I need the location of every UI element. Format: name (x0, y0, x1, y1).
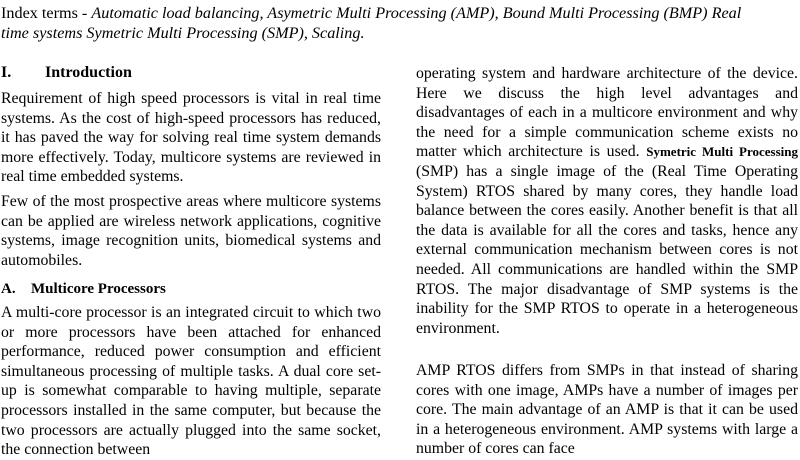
index-terms-text: Automatic load balancing, Asymetric Multi Processing (AMP), Bound Multi Processing (BMP) Real (91, 4, 742, 22)
right-paragraph-1-after: (SMP) has a single image of the (Real Time Operating System) RTOS shared by many cores, they handle load balance between the cores easily. Another benefit is that all the data is available for all the cores and tasks, hence any external communication mechanism between cores is not needed. All communications are handled within the SMP RTOS. The major disadvantage of SMP systems is the inability for the SMP RTOS to operate in a heterogeneous environment. (416, 162, 798, 337)
left-paragraph-2: Few of the most prospective areas where multicore systems can be applied are wireless network applications, cognitive systems, image recognition units, biomedical systems and automobiles. (1, 193, 381, 269)
left-paragraph-1: Requirement of high speed processors is vital in real time systems. As the cost of high-speed processors has reduced, it has paved the way for solving real time system demands more effectively. Today, multicore systems are reviewed in real time embedded systems. (1, 90, 381, 186)
index-terms-label: Index terms - (1, 4, 92, 22)
subsection-title: Multicore Processors (31, 281, 166, 297)
right-paragraph-1-before: operating system and hardware architecture of the device. Here we discuss the high level advantages and disadvantages of each in a multicore environment and why the need for a simple communication scheme exists no matter which architecture is used. (416, 65, 798, 161)
subsection-number: A. (1, 281, 16, 297)
index-terms-line-1 (1, 4, 741, 22)
right-paragraph-2: AMP RTOS differs from SMPs in that instead of sharing cores with one image, AMPs have a number of images per core. The main advantage of an AMP is that it can be used in a heterogeneous environment. AMP systems with large a number of cores can face (416, 362, 798, 458)
section-number: I. (1, 64, 12, 81)
subsection-heading (1, 281, 166, 298)
section-title: Introduction (45, 64, 132, 81)
right-paragraph-1 (416, 64, 798, 338)
index-terms-line-2: time systems Symetric Multi Processing (SMP), Scaling. (1, 24, 365, 42)
section-heading (1, 64, 132, 82)
smp-term: Symetric Multi Processing (646, 144, 798, 160)
left-paragraph-3: A multi-core processor is an integrated circuit to which two or more processors have been attached for enhanced performance, reduced power consumption and efficient simultaneous processing of multiple tasks. A dual core set-up is somewhat comparable to having multiple, separate processors installed in the same computer, but because the two processors are actually plugged into the same socket, the connection between (1, 304, 381, 459)
